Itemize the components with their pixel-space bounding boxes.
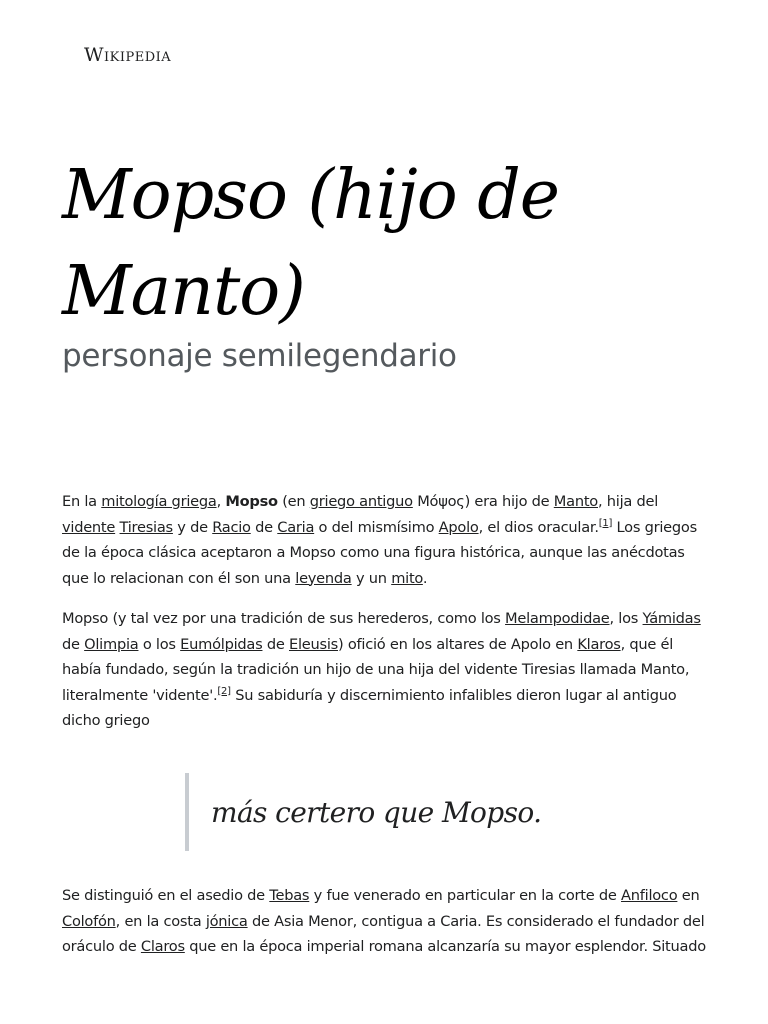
- text: y de: [172, 518, 213, 536]
- text: Se distinguió en el asedio de: [62, 887, 270, 904]
- page-title: Mopso (hijo de Manto): [62, 156, 560, 331]
- bold-term: Mopso: [225, 493, 278, 510]
- link-tebas[interactable]: Tebas: [269, 887, 310, 904]
- text: que en la época imperial romana alcanzaría su mayor esplendor. Situado: [184, 938, 706, 955]
- link-leyenda[interactable]: leyenda: [295, 569, 352, 587]
- article-body: [62, 489, 712, 749]
- text: Su sabiduría y discernimiento infalibles dieron lugar al antiguo dicho griego: [62, 686, 677, 729]
- link-vidente[interactable]: vidente: [62, 518, 116, 536]
- link-jonica[interactable]: jónica: [205, 912, 248, 930]
- paragraph-2: [62, 606, 712, 734]
- quote-text: más certero que Mopso.: [211, 795, 542, 829]
- text: , que él había fundado, según la tradición un hijo de una hija del vidente Tiresias llamada Manto, literalmente 'vidente'.: [62, 635, 690, 704]
- text: , en la costa: [115, 912, 206, 930]
- text: ,: [216, 493, 226, 510]
- paragraph-1: [62, 489, 712, 591]
- text: y un: [351, 569, 392, 587]
- text: Los griegos de la época clásica aceptaron a Mopso como una figura histórica, aunque las anécdotas que lo relacionan con él son una: [62, 518, 697, 587]
- text: , el dios oracular.: [478, 518, 599, 536]
- text: en: [677, 887, 700, 904]
- link-manto[interactable]: Manto: [553, 493, 598, 510]
- link-yamidas[interactable]: Yámidas: [642, 610, 701, 627]
- paragraph-3: [62, 883, 712, 960]
- link-tiresias[interactable]: Tiresias: [119, 518, 173, 536]
- text: de: [262, 635, 289, 653]
- reference-1[interactable]: [1]: [598, 517, 613, 529]
- text: y fue venerado en particular en la corte de: [309, 887, 622, 904]
- link-mito[interactable]: mito: [391, 569, 423, 587]
- text: En la: [62, 493, 102, 510]
- text: o del mismísimo: [314, 518, 439, 536]
- text: ) ofició en los altares de Apolo en: [338, 635, 578, 653]
- link-eumolpidas[interactable]: Eumólpidas: [180, 635, 263, 653]
- text: de Asia Menor, contigua a Caria. Es considerado el fundador del oráculo de: [62, 912, 705, 955]
- text: de: [62, 635, 85, 653]
- link-mitologia-griega[interactable]: mitología griega: [101, 493, 217, 510]
- text: o los: [138, 635, 181, 653]
- link-klaros[interactable]: Klaros: [577, 635, 621, 653]
- link-colofon[interactable]: Colofón: [62, 912, 116, 930]
- text: (en: [277, 493, 310, 510]
- reference-2[interactable]: [2]: [217, 685, 231, 697]
- wikipedia-logo[interactable]: Wikipedia: [84, 44, 172, 66]
- link-griego-antiguo[interactable]: griego antiguo: [309, 493, 413, 510]
- text: .: [422, 569, 428, 587]
- link-apolo[interactable]: Apolo: [438, 518, 479, 536]
- text: Mopso (y tal vez por una tradición de sus herederos, como los: [62, 610, 506, 627]
- text: , los: [609, 610, 643, 627]
- link-melampodidae[interactable]: Melampodidae: [505, 610, 610, 627]
- link-anfiloco[interactable]: Anfiloco: [621, 887, 678, 904]
- blockquote: [185, 773, 541, 851]
- link-eleusis[interactable]: Eleusis: [289, 635, 339, 653]
- text: , hija del: [597, 493, 658, 510]
- page-subtitle: personaje semilegendario: [62, 338, 457, 374]
- text: Μόψος) era hijo de: [412, 493, 554, 510]
- text: de: [250, 518, 278, 536]
- link-caria[interactable]: Caria: [277, 518, 315, 536]
- link-racio[interactable]: Racio: [212, 518, 251, 536]
- link-olimpia[interactable]: Olimpia: [84, 635, 139, 653]
- link-claros[interactable]: Claros: [140, 938, 185, 955]
